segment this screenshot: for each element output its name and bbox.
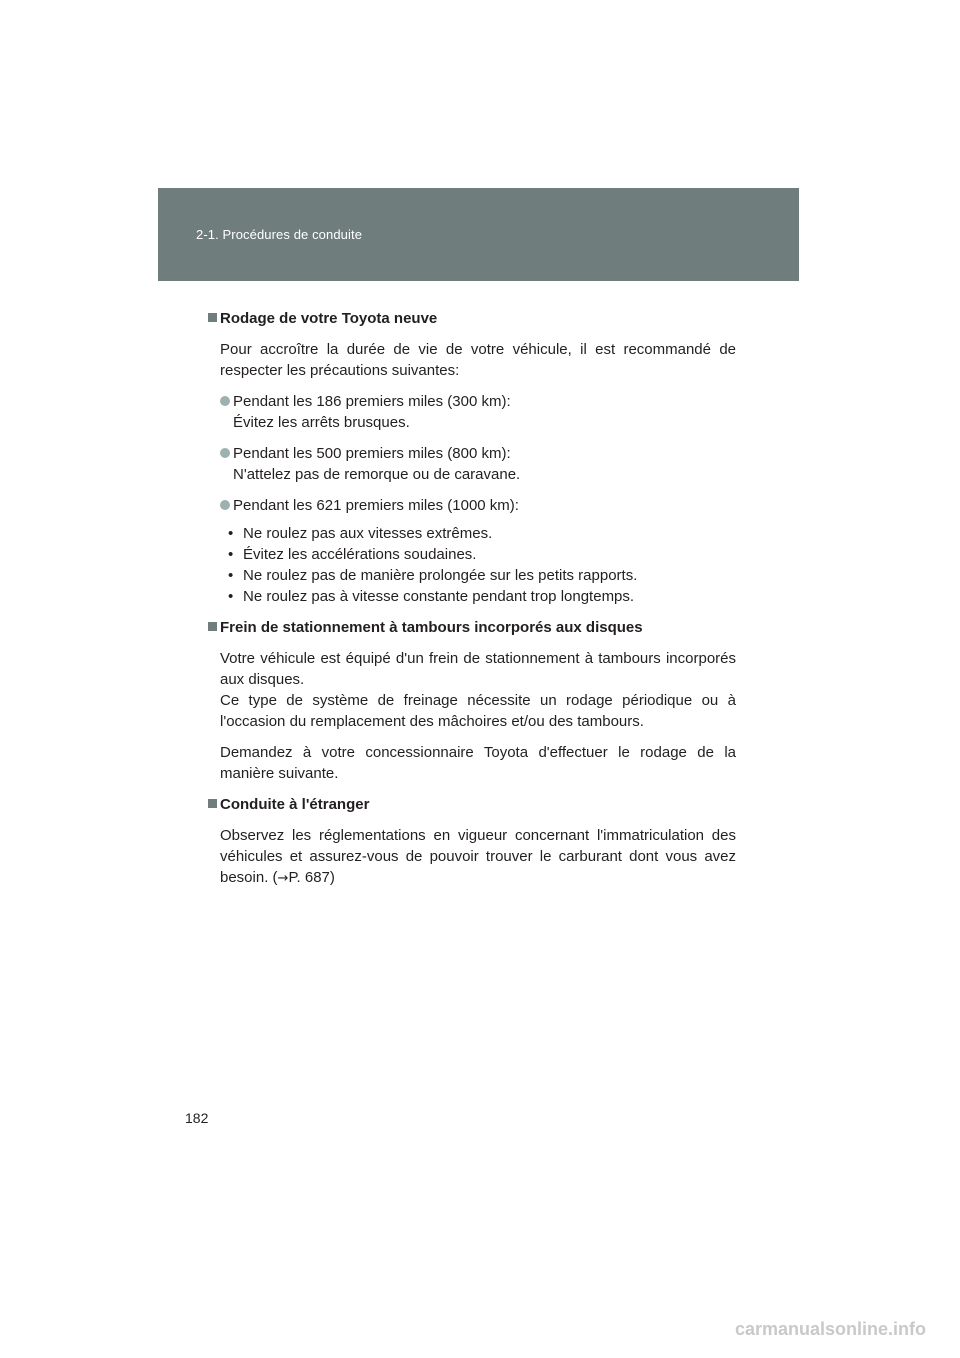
section-title: Frein de stationnement à tambours incorporés aux disques xyxy=(220,619,643,636)
section-heading-abroad xyxy=(208,794,736,815)
square-bullet-icon xyxy=(208,799,217,808)
round-bullet-icon xyxy=(220,448,230,458)
round-bullet-icon xyxy=(220,396,230,406)
page-content xyxy=(208,308,736,899)
sub-list-item: • Évitez les accélérations soudaines. xyxy=(228,546,477,563)
square-bullet-icon xyxy=(208,622,217,631)
arrow-right-icon: → xyxy=(277,871,289,886)
bullet-title: Pendant les 621 premiers miles (1000 km): xyxy=(233,497,519,514)
sub-list xyxy=(220,523,736,607)
list-item xyxy=(220,391,736,433)
paragraph: Votre véhicule est équipé d'un frein de stationnement à tambours incorporés aux disques. Ce type de système de freinage nécessite un rodage périodique ou à l'occasion du remplacement des mâchoires et/ou des tambours. xyxy=(220,650,736,730)
square-bullet-icon xyxy=(208,313,217,322)
bullet-text: N'attelez pas de remorque ou de caravane. xyxy=(233,466,521,483)
sub-bullet: • xyxy=(228,567,234,584)
paragraph: Pour accroître la durée de vie de votre véhicule, il est recommandé de respecter les précautions suivantes: xyxy=(220,341,736,379)
sub-bullet: • xyxy=(228,588,234,605)
bullet-text: Évitez les arrêts brusques. xyxy=(233,414,410,431)
section-heading-break-in xyxy=(208,308,736,329)
round-bullet-icon xyxy=(220,500,230,510)
section-title: Conduite à l'étranger xyxy=(220,796,370,813)
bullet-title: Pendant les 500 premiers miles (800 km): xyxy=(233,445,511,462)
page-reference-link[interactable]: P. 687) xyxy=(288,869,335,886)
section-title: Rodage de votre Toyota neuve xyxy=(220,310,438,327)
section-heading-parking-brake xyxy=(208,617,736,638)
sub-bullet: • xyxy=(228,525,234,542)
chapter-header xyxy=(158,188,799,281)
sub-bullet: • xyxy=(228,546,234,563)
sub-list-item: • Ne roulez pas aux vitesses extrêmes. xyxy=(228,525,493,542)
list-item xyxy=(220,495,736,516)
list-item xyxy=(220,443,736,485)
watermark-logo: carmanualsonline.info xyxy=(734,1319,926,1339)
paragraph: Observez les réglementations en vigueur concernant l'immatriculation des véhicules et assurez-vous de pouvoir trouver le carburant dont vous avez besoin. (→P. 687) xyxy=(220,827,736,886)
paragraph: Demandez à votre concessionnaire Toyota d'effectuer le rodage de la manière suivante. xyxy=(220,744,736,782)
bullet-title: Pendant les 186 premiers miles (300 km): xyxy=(233,393,511,410)
sub-list-item: • Ne roulez pas de manière prolongée sur les petits rapports. xyxy=(228,567,638,584)
chapter-title: 2-1. Procédures de conduite xyxy=(196,227,363,242)
sub-list-item: • Ne roulez pas à vitesse constante pendant trop longtemps. xyxy=(228,588,635,605)
page-number: 182 xyxy=(185,1110,209,1126)
